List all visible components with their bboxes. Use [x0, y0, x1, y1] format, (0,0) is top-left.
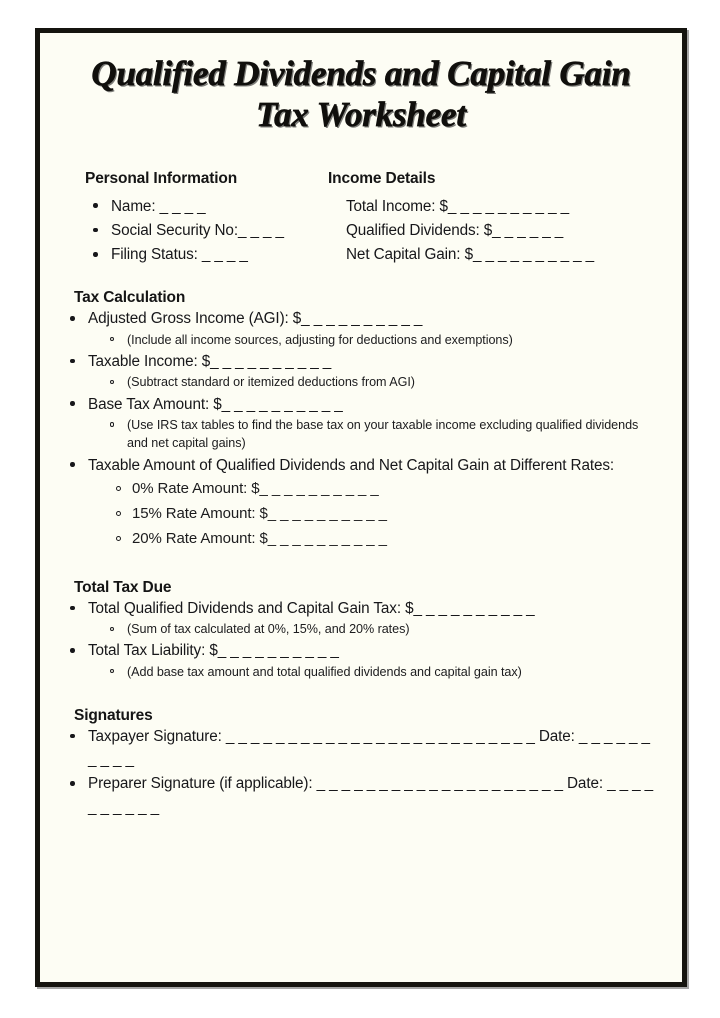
note-base-tax — [102, 416, 660, 453]
agi-note-list — [88, 331, 660, 349]
signatures-list — [62, 725, 660, 819]
worksheet-frame — [35, 28, 687, 987]
list-item-preparer-signature — [62, 772, 660, 819]
list-item-rate-20 — [108, 527, 660, 551]
hollow-bullet-icon — [110, 422, 114, 426]
total-liability-note-list — [88, 663, 660, 681]
note-qualified-tax — [102, 620, 660, 638]
list-item-total-qualified-tax — [62, 597, 660, 639]
bullet-icon — [93, 203, 98, 208]
bullet-icon — [93, 252, 98, 257]
note-text: (Include all income sources, adjusting for deductions and exemptions) — [127, 332, 513, 347]
worksheet-sheet — [40, 33, 682, 982]
field-net-capital-gain[interactable]: Net Capital Gain: $_ _ _ _ _ _ _ _ _ _ — [346, 246, 595, 264]
taxable-income-note-list — [88, 373, 660, 391]
bullet-icon — [70, 648, 75, 653]
income-details-heading: Income Details — [328, 169, 436, 187]
total-tax-due-list — [62, 597, 660, 681]
list-item-ssn — [85, 219, 324, 242]
list-item-rate-0 — [108, 477, 660, 501]
list-item-agi — [62, 307, 660, 349]
note-text: (Subtract standard or itemized deductions from AGI) — [127, 375, 415, 390]
field-rate-0-amount[interactable]: 0% Rate Amount: $_ _ _ _ _ _ _ _ _ _ — [132, 479, 379, 497]
rate-amounts-list — [88, 477, 660, 552]
note-total-liability — [102, 663, 660, 681]
hollow-bullet-icon — [116, 486, 121, 491]
total-tax-due-heading: Total Tax Due — [74, 578, 172, 596]
page-title: Qualified Dividends and Capital Gain Tax Worksheet — [91, 54, 631, 135]
field-adjusted-gross-income[interactable]: Adjusted Gross Income (AGI): $_ _ _ _ _ _ _ _ _ _ — [88, 310, 423, 328]
tax-calculation-section — [62, 289, 660, 551]
base-tax-note-list — [88, 416, 660, 453]
bullet-icon — [93, 228, 98, 233]
tax-calculation-list — [62, 307, 660, 551]
field-rate-15-amount[interactable]: 15% Rate Amount: $_ _ _ _ _ _ _ _ _ _ — [132, 505, 387, 523]
field-total-income[interactable]: Total Income: $_ _ _ _ _ _ _ _ _ _ — [346, 197, 569, 215]
field-rate-20-amount[interactable]: 20% Rate Amount: $_ _ _ _ _ _ _ _ _ _ — [132, 530, 387, 548]
tax-calculation-heading: Tax Calculation — [74, 289, 186, 307]
bullet-icon — [70, 462, 75, 467]
bullet-icon — [70, 401, 75, 406]
list-item-taxpayer-signature — [62, 725, 660, 772]
hollow-bullet-icon — [116, 511, 121, 516]
list-item-filing-status — [85, 243, 324, 266]
personal-information-section — [62, 170, 324, 268]
list-item-rate-15 — [108, 502, 660, 526]
income-details-section — [324, 170, 660, 268]
hollow-bullet-icon — [110, 627, 114, 631]
list-item-rate-amounts — [62, 454, 660, 552]
income-details-list — [328, 195, 660, 267]
hollow-bullet-icon — [110, 337, 114, 341]
top-two-column-block — [62, 170, 660, 268]
field-social-security-no[interactable]: Social Security No:_ _ _ _ — [111, 221, 284, 239]
field-taxpayer-signature[interactable]: Taxpayer Signature: _ _ _ _ _ _ _ _ _ _ _ _ _ _ _ _ _ _ _ _ _ _ _ _ _ Date: _ _ _ _ _ _ _ _ _ _ — [88, 727, 650, 769]
bullet-icon — [70, 734, 75, 739]
field-name[interactable]: Name: _ _ _ _ — [111, 197, 206, 215]
field-taxable-income[interactable]: Taxable Income: $_ _ _ _ _ _ _ _ _ _ — [88, 352, 332, 370]
field-filing-status[interactable]: Filing Status: _ _ _ _ — [111, 246, 248, 264]
hollow-bullet-icon — [110, 380, 114, 384]
signatures-heading: Signatures — [74, 706, 153, 724]
bullet-icon — [70, 316, 75, 321]
bullet-icon — [70, 606, 75, 611]
note-text: (Add base tax amount and total qualified dividends and capital gain tax) — [127, 664, 522, 679]
bullet-icon — [70, 359, 75, 364]
signatures-section — [62, 707, 660, 819]
personal-information-list — [85, 195, 324, 267]
field-preparer-signature[interactable]: Preparer Signature (if applicable): _ _ _ _ _ _ _ _ _ _ _ _ _ _ _ _ _ _ _ _ Date: _ _ _ _ _ _ _ _ _ _ — [88, 775, 654, 816]
note-agi — [102, 331, 660, 349]
rate-amounts-label: Taxable Amount of Qualified Dividends and Net Capital Gain at Different Rates: — [88, 456, 615, 474]
personal-information-heading: Personal Information — [85, 169, 238, 187]
field-total-tax-liability[interactable]: Total Tax Liability: $_ _ _ _ _ _ _ _ _ _ — [88, 642, 339, 660]
list-item-total-tax-liability — [62, 639, 660, 681]
bullet-icon — [70, 781, 75, 786]
note-text: (Use IRS tax tables to find the base tax on your taxable income excluding qualified dividends and net capital gains) — [127, 417, 639, 451]
note-taxable-income — [102, 373, 660, 391]
hollow-bullet-icon — [116, 536, 121, 541]
list-item-taxable-income — [62, 350, 660, 392]
list-item-name — [85, 195, 324, 218]
field-base-tax-amount[interactable]: Base Tax Amount: $_ _ _ _ _ _ _ _ _ _ — [88, 395, 343, 413]
qualified-tax-note-list — [88, 620, 660, 638]
note-text: (Sum of tax calculated at 0%, 15%, and 20% rates) — [127, 621, 410, 636]
list-item-base-tax — [62, 393, 660, 453]
total-tax-due-section — [62, 579, 660, 681]
hollow-bullet-icon — [110, 669, 114, 673]
field-qualified-dividends[interactable]: Qualified Dividends: $_ _ _ _ _ _ — [346, 221, 564, 239]
field-total-qualified-dividends-tax[interactable]: Total Qualified Dividends and Capital Gain Tax: $_ _ _ _ _ _ _ _ _ _ — [88, 599, 535, 617]
